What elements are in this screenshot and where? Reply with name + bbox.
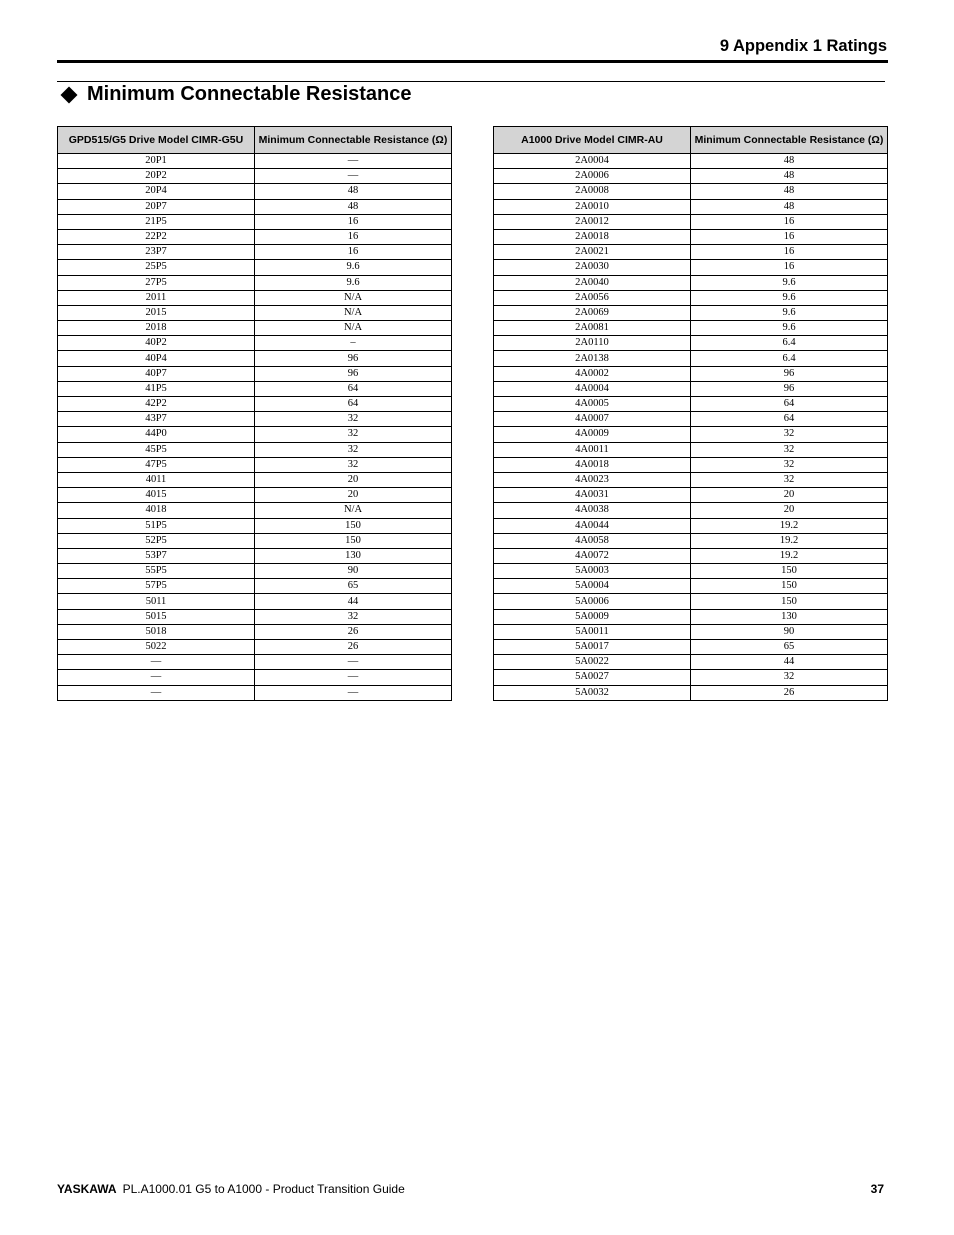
table-row <box>494 579 888 594</box>
model-cell: 21P5 <box>58 214 255 229</box>
resistance-cell: 44 <box>255 594 452 609</box>
table-row <box>58 260 452 275</box>
table-row <box>494 685 888 700</box>
table-row <box>58 290 452 305</box>
resistance-cell: 26 <box>255 640 452 655</box>
table-header-row <box>58 127 452 154</box>
model-cell: 22P2 <box>58 229 255 244</box>
resistance-cell: 16 <box>255 214 452 229</box>
resistance-cell: 48 <box>691 184 888 199</box>
resistance-cell: 150 <box>691 579 888 594</box>
model-cell: 5011 <box>58 594 255 609</box>
model-cell: — <box>58 670 255 685</box>
resistance-cell: 9.6 <box>691 290 888 305</box>
resistance-cell: 32 <box>255 412 452 427</box>
resistance-cell: — <box>255 169 452 184</box>
table-row <box>58 381 452 396</box>
resistance-cell: 150 <box>691 594 888 609</box>
table-row <box>58 184 452 199</box>
table-row <box>494 199 888 214</box>
model-cell: 5A0004 <box>494 579 691 594</box>
resistance-cell: 16 <box>255 245 452 260</box>
table-row <box>494 381 888 396</box>
model-cell: 5A0032 <box>494 685 691 700</box>
model-cell: 5A0022 <box>494 655 691 670</box>
model-cell: 41P5 <box>58 381 255 396</box>
resistance-cell: 6.4 <box>691 351 888 366</box>
model-cell: 4A0007 <box>494 412 691 427</box>
table-row <box>58 169 452 184</box>
resistance-cell: — <box>255 670 452 685</box>
column-header-model: GPD515/G5 Drive Model CIMR-G5U <box>58 127 255 154</box>
footer <box>57 1182 405 1196</box>
model-cell: 52P5 <box>58 533 255 548</box>
resistance-cell: 90 <box>255 564 452 579</box>
table-row <box>58 199 452 214</box>
model-cell: 2A0018 <box>494 229 691 244</box>
model-cell: 45P5 <box>58 442 255 457</box>
model-cell: 2A0030 <box>494 260 691 275</box>
table-row <box>58 412 452 427</box>
resistance-cell: 19.2 <box>691 518 888 533</box>
model-cell: 2A0056 <box>494 290 691 305</box>
resistance-cell: 96 <box>691 381 888 396</box>
resistance-cell: 32 <box>691 472 888 487</box>
model-cell: 4015 <box>58 488 255 503</box>
table-row <box>494 564 888 579</box>
resistance-cell: 90 <box>691 624 888 639</box>
model-cell: 44P0 <box>58 427 255 442</box>
table-row <box>494 305 888 320</box>
model-cell: 4018 <box>58 503 255 518</box>
table-row <box>58 548 452 563</box>
table-row <box>494 518 888 533</box>
model-cell: 57P5 <box>58 579 255 594</box>
model-cell: 4A0031 <box>494 488 691 503</box>
table-row <box>494 670 888 685</box>
table-row <box>494 169 888 184</box>
table-row <box>58 321 452 336</box>
column-header-model: A1000 Drive Model CIMR-AU <box>494 127 691 154</box>
resistance-cell: 64 <box>691 412 888 427</box>
table-row <box>58 579 452 594</box>
table-row <box>494 290 888 305</box>
resistance-cell: 64 <box>255 397 452 412</box>
table-row <box>58 229 452 244</box>
g5-resistance-table <box>57 126 452 701</box>
resistance-cell: 96 <box>255 366 452 381</box>
table-row <box>58 457 452 472</box>
model-cell: 51P5 <box>58 518 255 533</box>
resistance-cell: 96 <box>255 351 452 366</box>
model-cell: 2A0010 <box>494 199 691 214</box>
resistance-cell: – <box>255 336 452 351</box>
table-row <box>494 488 888 503</box>
table-row <box>494 472 888 487</box>
table-row <box>494 533 888 548</box>
table-row <box>494 503 888 518</box>
table-row <box>58 351 452 366</box>
resistance-cell: 19.2 <box>691 533 888 548</box>
model-cell: 4A0023 <box>494 472 691 487</box>
model-cell: 5A0003 <box>494 564 691 579</box>
chapter-heading: 9 Appendix 1 Ratings <box>719 37 887 55</box>
table-row <box>494 154 888 169</box>
resistance-cell: 9.6 <box>255 260 452 275</box>
resistance-cell: 32 <box>255 609 452 624</box>
footer-document-title: PL.A1000.01 G5 to A1000 - Product Transition Guide <box>122 1182 405 1196</box>
model-cell: 4A0038 <box>494 503 691 518</box>
table-row <box>494 397 888 412</box>
model-cell: 53P7 <box>58 548 255 563</box>
model-cell: 40P4 <box>58 351 255 366</box>
table-row <box>494 412 888 427</box>
section-title-text: Minimum Connectable Resistance <box>87 83 412 105</box>
model-cell: 25P5 <box>58 260 255 275</box>
resistance-cell: 9.6 <box>691 321 888 336</box>
resistance-cell: 16 <box>691 245 888 260</box>
model-cell: 47P5 <box>58 457 255 472</box>
model-cell: 2A0012 <box>494 214 691 229</box>
resistance-cell: 20 <box>255 488 452 503</box>
resistance-cell: 32 <box>255 442 452 457</box>
model-cell: 4A0044 <box>494 518 691 533</box>
table-row <box>494 275 888 290</box>
table-row <box>494 184 888 199</box>
table-row <box>58 518 452 533</box>
section-title <box>60 83 412 106</box>
resistance-cell: 150 <box>691 564 888 579</box>
model-cell: 2018 <box>58 321 255 336</box>
resistance-cell: 48 <box>691 154 888 169</box>
model-cell: 2A0069 <box>494 305 691 320</box>
table-row <box>58 655 452 670</box>
table-row <box>58 609 452 624</box>
model-cell: 20P4 <box>58 184 255 199</box>
model-cell: 2015 <box>58 305 255 320</box>
resistance-cell: 9.6 <box>691 305 888 320</box>
table-row <box>58 397 452 412</box>
model-cell: — <box>58 685 255 700</box>
table-row <box>494 640 888 655</box>
resistance-cell: 6.4 <box>691 336 888 351</box>
model-cell: 20P2 <box>58 169 255 184</box>
resistance-cell: 130 <box>255 548 452 563</box>
model-cell: 5A0027 <box>494 670 691 685</box>
table-row <box>494 457 888 472</box>
resistance-cell: 26 <box>691 685 888 700</box>
resistance-cell: 16 <box>691 260 888 275</box>
resistance-cell: 9.6 <box>255 275 452 290</box>
table-row <box>58 154 452 169</box>
model-cell: 2A0008 <box>494 184 691 199</box>
resistance-cell: — <box>255 154 452 169</box>
footer-brand: YASKAWA <box>57 1182 117 1196</box>
table-row <box>58 640 452 655</box>
model-cell: 27P5 <box>58 275 255 290</box>
resistance-cell: 16 <box>255 229 452 244</box>
resistance-cell: 130 <box>691 609 888 624</box>
table-row <box>58 427 452 442</box>
table-row <box>58 685 452 700</box>
model-cell: 42P2 <box>58 397 255 412</box>
resistance-cell: — <box>255 655 452 670</box>
resistance-cell: 48 <box>255 199 452 214</box>
model-cell: 23P7 <box>58 245 255 260</box>
resistance-cell: 32 <box>691 427 888 442</box>
model-cell: 4A0018 <box>494 457 691 472</box>
table-row <box>494 336 888 351</box>
table-row <box>494 351 888 366</box>
model-cell: 4A0002 <box>494 366 691 381</box>
resistance-cell: 150 <box>255 533 452 548</box>
resistance-cell: N/A <box>255 305 452 320</box>
table-row <box>494 321 888 336</box>
table-row <box>58 533 452 548</box>
model-cell: 2A0081 <box>494 321 691 336</box>
model-cell: 5022 <box>58 640 255 655</box>
model-cell: 5A0017 <box>494 640 691 655</box>
table-row <box>58 366 452 381</box>
resistance-cell: 20 <box>691 488 888 503</box>
model-cell: 4A0005 <box>494 397 691 412</box>
model-cell: 2A0040 <box>494 275 691 290</box>
resistance-cell: 96 <box>691 366 888 381</box>
model-cell: 2011 <box>58 290 255 305</box>
table-row <box>58 245 452 260</box>
table-row <box>58 336 452 351</box>
g5-table-body <box>58 154 452 701</box>
model-cell: 5A0009 <box>494 609 691 624</box>
page-number: 37 <box>870 1182 884 1196</box>
model-cell: 5018 <box>58 624 255 639</box>
model-cell: 40P2 <box>58 336 255 351</box>
table-row <box>494 229 888 244</box>
resistance-cell: 64 <box>691 397 888 412</box>
resistance-cell: 64 <box>255 381 452 396</box>
table-row <box>494 594 888 609</box>
resistance-cell: 9.6 <box>691 275 888 290</box>
model-cell: 4A0004 <box>494 381 691 396</box>
table-row <box>58 503 452 518</box>
model-cell: 20P1 <box>58 154 255 169</box>
resistance-cell: 32 <box>691 670 888 685</box>
diamond-bullet-icon <box>61 86 78 103</box>
resistance-cell: 16 <box>691 229 888 244</box>
model-cell: 2A0021 <box>494 245 691 260</box>
model-cell: — <box>58 655 255 670</box>
table-row <box>58 305 452 320</box>
table-row <box>58 594 452 609</box>
resistance-cell: N/A <box>255 503 452 518</box>
column-header-resistance: Minimum Connectable Resistance (Ω) <box>255 127 452 154</box>
resistance-cell: 20 <box>255 472 452 487</box>
model-cell: 4011 <box>58 472 255 487</box>
table-row <box>494 624 888 639</box>
model-cell: 5A0006 <box>494 594 691 609</box>
table-row <box>58 488 452 503</box>
model-cell: 4A0011 <box>494 442 691 457</box>
model-cell: 43P7 <box>58 412 255 427</box>
resistance-cell: 16 <box>691 214 888 229</box>
resistance-cell: N/A <box>255 290 452 305</box>
resistance-cell: 65 <box>691 640 888 655</box>
resistance-cell: N/A <box>255 321 452 336</box>
table-row <box>58 472 452 487</box>
header-rule <box>57 60 888 63</box>
table-row <box>58 442 452 457</box>
table-row <box>58 214 452 229</box>
column-header-resistance: Minimum Connectable Resistance (Ω) <box>691 127 888 154</box>
table-row <box>494 427 888 442</box>
resistance-cell: 48 <box>691 199 888 214</box>
section-rule <box>57 81 885 82</box>
resistance-cell: — <box>255 685 452 700</box>
model-cell: 2A0004 <box>494 154 691 169</box>
model-cell: 2A0110 <box>494 336 691 351</box>
model-cell: 2A0138 <box>494 351 691 366</box>
table-row <box>58 670 452 685</box>
model-cell: 40P7 <box>58 366 255 381</box>
table-row <box>58 564 452 579</box>
table-row <box>494 214 888 229</box>
resistance-cell: 48 <box>691 169 888 184</box>
model-cell: 20P7 <box>58 199 255 214</box>
resistance-cell: 48 <box>255 184 452 199</box>
resistance-cell: 32 <box>255 427 452 442</box>
resistance-cell: 19.2 <box>691 548 888 563</box>
table-row <box>494 655 888 670</box>
resistance-cell: 65 <box>255 579 452 594</box>
model-cell: 2A0006 <box>494 169 691 184</box>
table-row <box>494 548 888 563</box>
table-row <box>494 442 888 457</box>
model-cell: 55P5 <box>58 564 255 579</box>
model-cell: 5015 <box>58 609 255 624</box>
model-cell: 4A0058 <box>494 533 691 548</box>
table-header-row <box>494 127 888 154</box>
table-row <box>494 260 888 275</box>
resistance-cell: 32 <box>255 457 452 472</box>
model-cell: 4A0072 <box>494 548 691 563</box>
table-row <box>494 245 888 260</box>
a1000-table-body <box>494 154 888 701</box>
model-cell: 4A0009 <box>494 427 691 442</box>
model-cell: 5A0011 <box>494 624 691 639</box>
resistance-cell: 32 <box>691 442 888 457</box>
table-row <box>58 624 452 639</box>
table-row <box>494 609 888 624</box>
resistance-cell: 32 <box>691 457 888 472</box>
resistance-cell: 20 <box>691 503 888 518</box>
a1000-resistance-table <box>493 126 888 701</box>
table-row <box>58 275 452 290</box>
table-row <box>494 366 888 381</box>
resistance-cell: 44 <box>691 655 888 670</box>
resistance-cell: 26 <box>255 624 452 639</box>
resistance-cell: 150 <box>255 518 452 533</box>
